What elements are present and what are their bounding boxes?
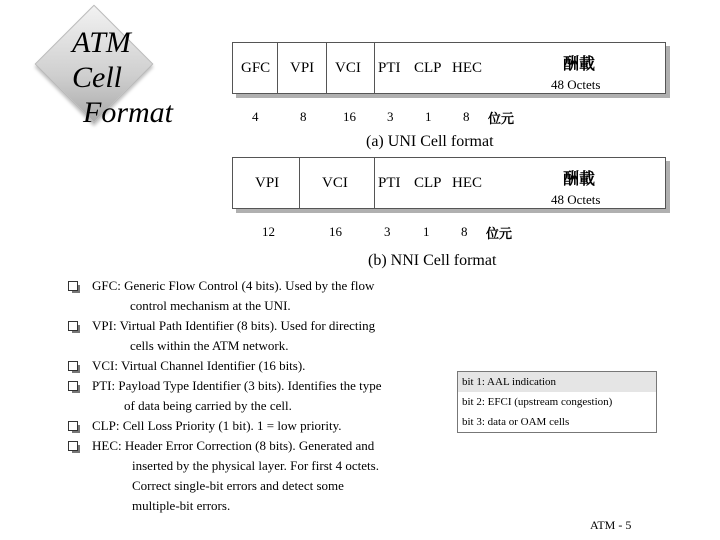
uni-bits-clp: 1 xyxy=(425,109,432,124)
list-item xyxy=(68,376,448,416)
nni-separator xyxy=(299,158,300,208)
uni-bits-hec: 8 xyxy=(463,109,470,124)
checkbox-bullet-icon xyxy=(68,281,78,291)
nni-field-clp: CLP xyxy=(414,175,442,191)
uni-field-clp: CLP xyxy=(414,60,442,76)
nni-cell-diagram xyxy=(232,157,666,209)
uni-bits-unit: 位元 xyxy=(488,112,515,127)
nni-caption: (b) NNI Cell format xyxy=(368,252,497,269)
nni-bits-vpi: 12 xyxy=(262,224,275,239)
uni-bits-vpi: 8 xyxy=(300,109,307,124)
uni-cell-diagram xyxy=(232,42,666,94)
bullet-text: VPI: Virtual Path Identifier (8 bits). Used for directing xyxy=(92,318,376,333)
list-item xyxy=(68,436,448,516)
title-line-1: ATM xyxy=(72,26,131,59)
bullet-continuation: multiple-bit errors. xyxy=(132,498,231,513)
title-line-3: Format xyxy=(83,96,173,129)
bullet-continuation: Correct single-bit errors and detect some xyxy=(132,478,344,493)
nni-field-hec: HEC xyxy=(452,175,482,191)
nni-field-vpi: VPI xyxy=(255,175,280,191)
checkbox-bullet-icon xyxy=(68,441,78,451)
uni-bits-pti: 3 xyxy=(387,109,394,124)
list-item xyxy=(68,416,448,436)
nni-field-pti: PTI xyxy=(378,175,401,191)
page-number: ATM - 5 xyxy=(590,518,632,532)
nni-bits-pti: 3 xyxy=(384,224,391,239)
pti-bit-2-row: bit 2: EFCI (upstream congestion) xyxy=(462,396,613,408)
nni-separator xyxy=(374,158,375,208)
uni-payload-octets: 48 Octets xyxy=(551,77,601,92)
bullet-text: GFC: Generic Flow Control (4 bits). Used by the flow xyxy=(92,278,375,293)
list-item xyxy=(68,356,448,376)
nni-payload-octets: 48 Octets xyxy=(551,192,601,207)
field-definitions-list xyxy=(68,276,448,516)
uni-bits-vci: 16 xyxy=(343,109,356,124)
bullet-text: CLP: Cell Loss Priority (1 bit). 1 = low priority. xyxy=(92,418,342,433)
uni-field-gfc: GFC xyxy=(241,60,271,76)
nni-bits-clp: 1 xyxy=(423,224,430,239)
checkbox-bullet-icon xyxy=(68,361,78,371)
uni-field-vci: VCI xyxy=(335,60,361,76)
pti-bits-table xyxy=(457,371,657,433)
uni-payload-label: 酬載 xyxy=(563,54,596,73)
bullet-continuation: control mechanism at the UNI. xyxy=(130,298,291,313)
pti-bit-3-row: bit 3: data or OAM cells xyxy=(462,416,570,428)
uni-separator xyxy=(326,43,327,93)
bullet-continuation: cells within the ATM network. xyxy=(130,338,289,353)
uni-field-vpi: VPI xyxy=(290,60,315,76)
uni-separator xyxy=(374,43,375,93)
bullet-text: VCI: Virtual Channel Identifier (16 bits). xyxy=(92,358,306,373)
uni-bits-gfc: 4 xyxy=(252,109,259,124)
bullet-text: PTI: Payload Type Identifier (3 bits). Identifies the type xyxy=(92,378,382,393)
uni-separator xyxy=(277,43,278,93)
checkbox-bullet-icon xyxy=(68,321,78,331)
pti-bit-1-row: bit 1: AAL indication xyxy=(458,372,656,392)
nni-payload-label: 酬載 xyxy=(563,169,596,188)
checkbox-bullet-icon xyxy=(68,381,78,391)
uni-caption: (a) UNI Cell format xyxy=(366,133,494,150)
nni-bits-vci: 16 xyxy=(329,224,342,239)
bullet-text: HEC: Header Error Correction (8 bits). Generated and xyxy=(92,438,375,453)
nni-field-vci: VCI xyxy=(322,175,348,191)
title-line-2: Cell xyxy=(72,61,122,94)
nni-bits-hec: 8 xyxy=(461,224,468,239)
bullet-continuation: inserted by the physical layer. For first 4 octets. xyxy=(132,458,379,473)
uni-field-pti: PTI xyxy=(378,60,401,76)
uni-field-hec: HEC xyxy=(452,60,482,76)
checkbox-bullet-icon xyxy=(68,421,78,431)
list-item xyxy=(68,276,448,316)
list-item xyxy=(68,316,448,356)
nni-bits-unit: 位元 xyxy=(486,227,513,242)
bullet-continuation: of data being carried by the cell. xyxy=(124,398,292,413)
